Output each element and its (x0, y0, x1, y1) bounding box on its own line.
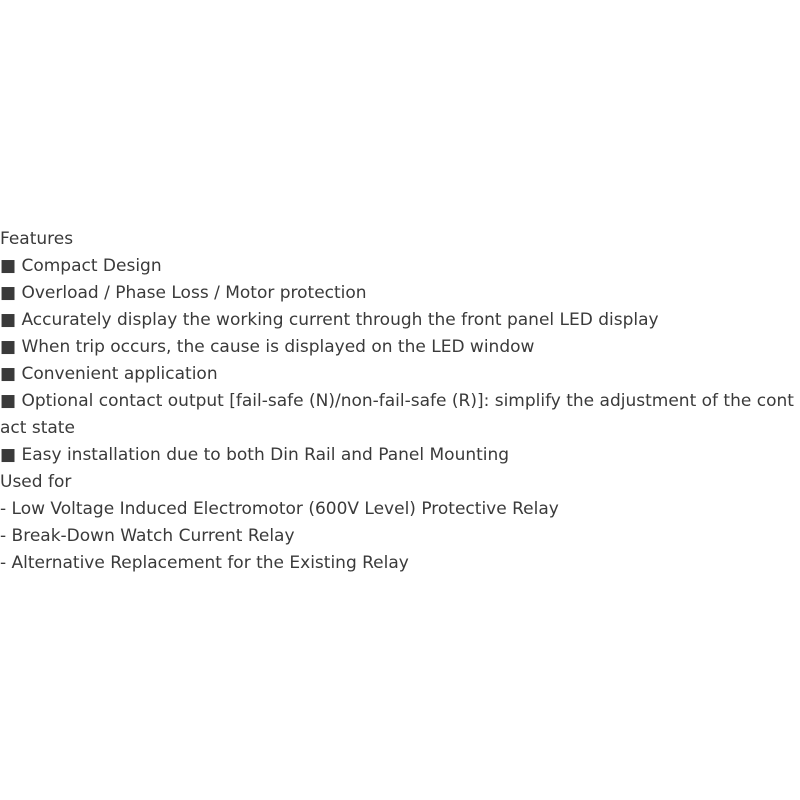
used-for-item: - Low Voltage Induced Electromotor (600V Level) Protective Relay (0, 499, 559, 519)
feature-item: ■ Compact Design (0, 256, 162, 276)
feature-item: ■ Overload / Phase Loss / Motor protection (0, 283, 367, 303)
feature-item: ■ Convenient application (0, 364, 218, 384)
feature-item: ■ Easy installation due to both Din Rail and Panel Mounting (0, 445, 510, 465)
feature-item: ■ When trip occurs, the cause is displayed on the LED window (0, 337, 535, 357)
product-description (0, 226, 795, 577)
feature-item: ■ Optional contact output [fail-safe (N)/non-fail-safe (R)]: simplify the adjustment of the contact state (0, 391, 794, 438)
used-for-heading: Used for (0, 472, 72, 492)
features-heading: Features (0, 229, 74, 249)
used-for-item: - Break-Down Watch Current Relay (0, 526, 295, 546)
feature-item: ■ Accurately display the working current through the front panel LED display (0, 310, 659, 330)
used-for-item: - Alternative Replacement for the Existing Relay (0, 553, 409, 573)
